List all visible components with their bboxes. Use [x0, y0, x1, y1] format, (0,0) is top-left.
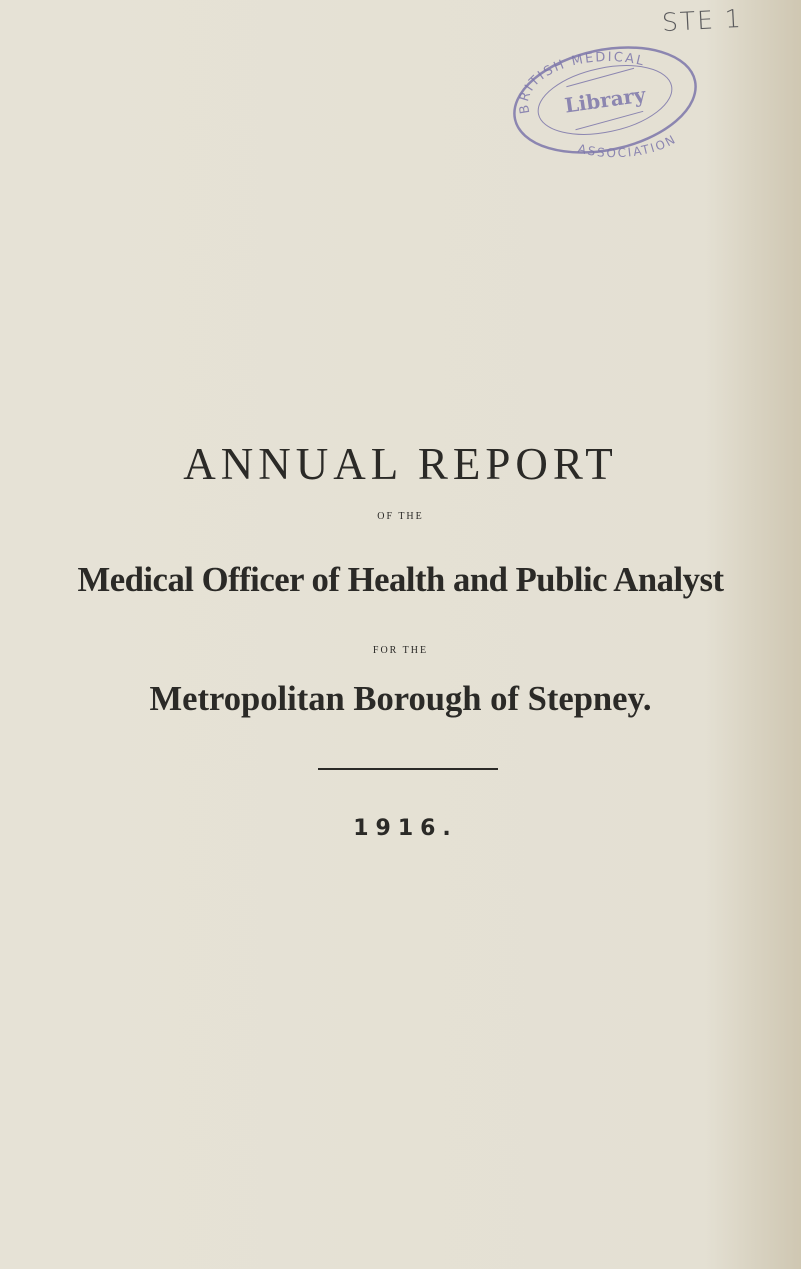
borough-name: Metropolitan Borough of Stepney.	[149, 680, 652, 718]
handwritten-shelfmark: STE 1	[661, 3, 744, 38]
connector-for-the: FOR THE	[372, 645, 429, 656]
library-stamp	[500, 35, 710, 165]
stamp-center-text: Library	[563, 82, 647, 118]
report-subject: Medical Officer of Health and Public Analyst	[77, 560, 724, 599]
divider-rule	[318, 768, 498, 770]
report-title: ANNUAL REPORT	[183, 439, 618, 489]
connector-of-the: OF THE	[377, 511, 424, 522]
stamp-bottom-text: ASSOCIATION	[576, 131, 680, 161]
report-year: 1916.	[353, 816, 458, 841]
stamp-top-text: BRITISH MEDICAL	[516, 49, 647, 115]
svg-text:ASSOCIATION	[576, 132, 679, 160]
